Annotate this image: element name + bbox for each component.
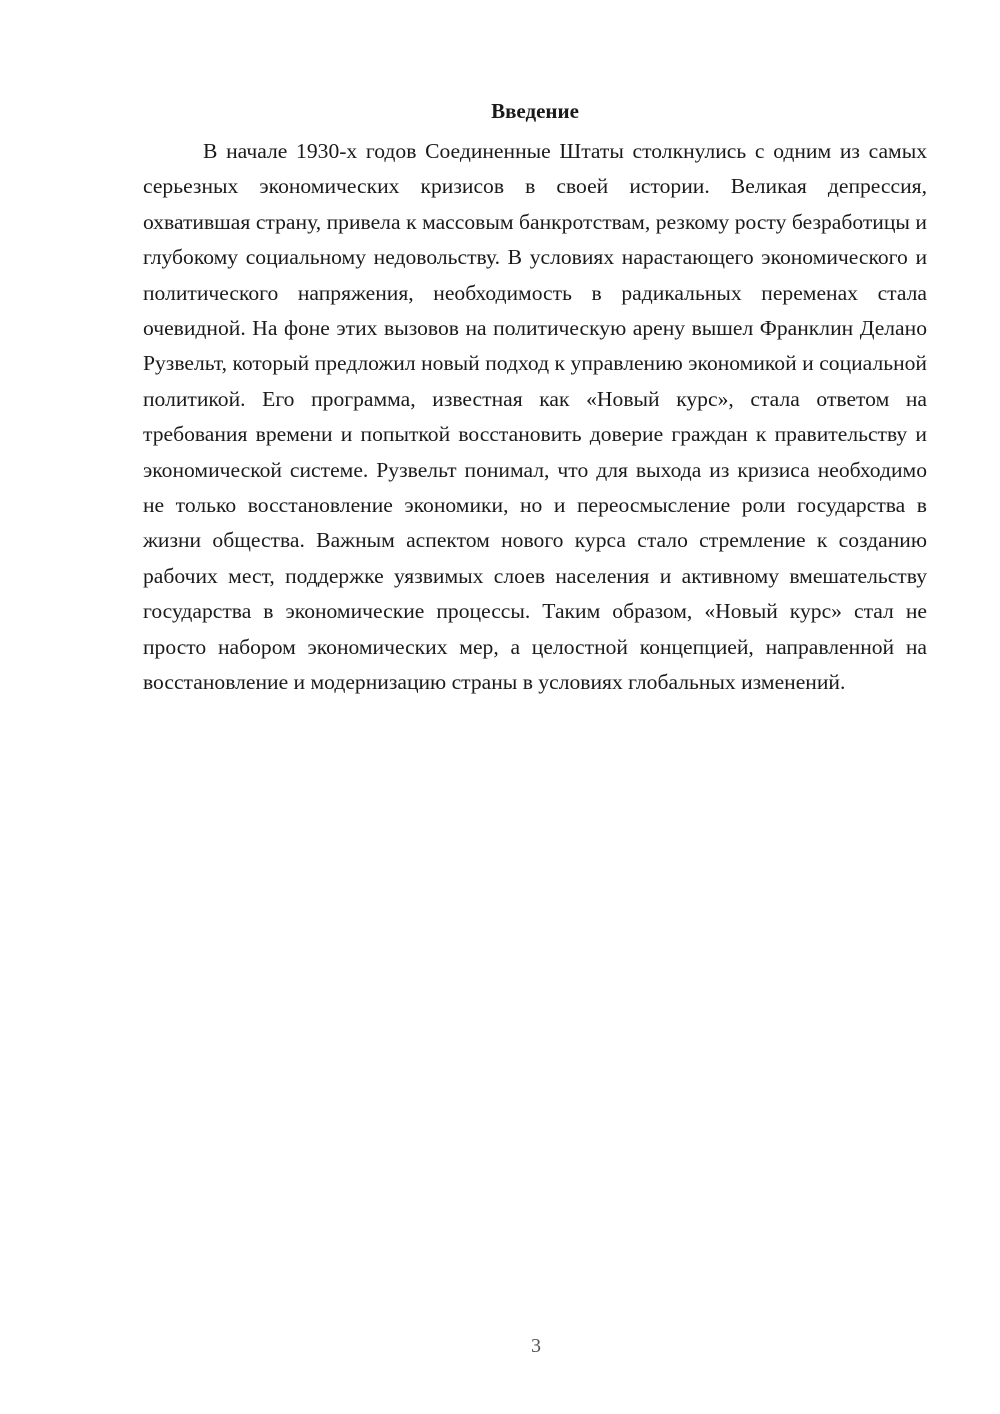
page-number: 3 [531, 1335, 541, 1357]
section-heading: Введение [491, 99, 579, 123]
page-content [143, 96, 927, 701]
body-paragraph: В начале 1930-х годов Соединенные Штаты столкнулись с одним из самых серьезных экономических кризисов в своей истории. Великая депрессия, охватившая страну, привела к массовым банкротствам, резкому росту безработицы и глубокому социальному недовольству. В условиях нарастающего экономического и политического напряжения, необходимость в радикальных переменах стала очевидной. На фоне этих вызовов на политическую арену вышел Франклин Делано Рузвельт, который предложил новый подход к управлению экономикой и социальной политикой. Его программа, известная как «Новый курс», стала ответом на требования времени и попыткой восстановить доверие граждан к правительству и экономической системе. Рузвельт понимал, что для выхода из кризиса необходимо не только восстановление экономики, но и переосмысление роли государства в жизни общества. Важным аспектом нового курса стало стремление к созданию рабочих мест, поддержке уязвимых слоев населения и активному вмешательству государства в экономические процессы. Таким образом, «Новый курс» стал не просто набором экономических мер, а целостной концепцией, направленной на восстановление и модернизацию страны в условиях глобальных изменений. [143, 139, 927, 695]
